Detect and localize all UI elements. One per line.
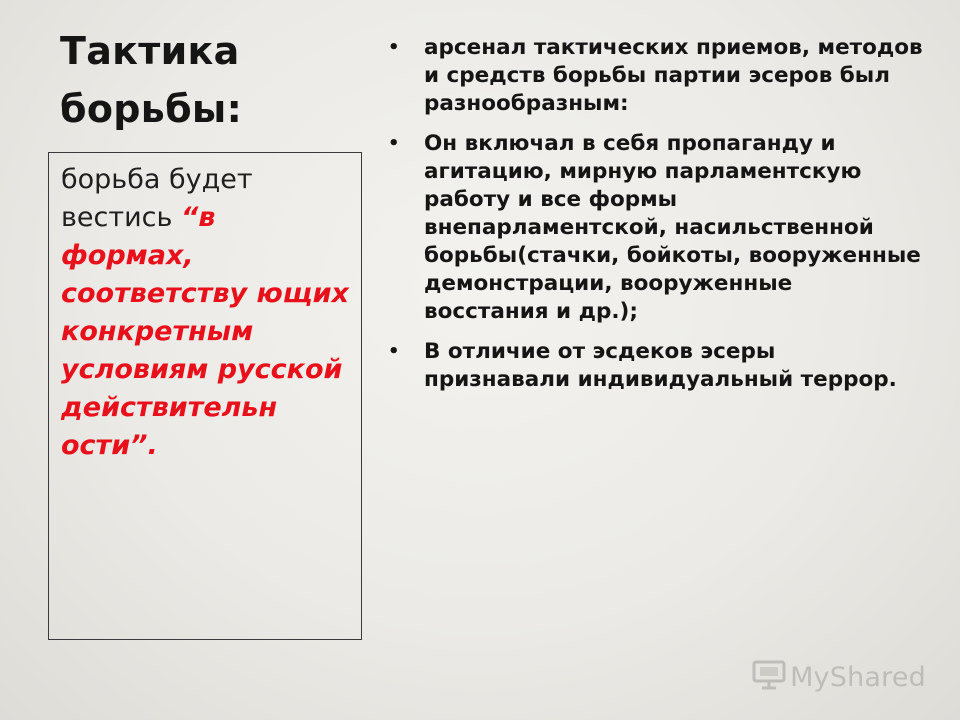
bullet-marker: • — [388, 133, 400, 154]
bullet-text: В отличие от эсдеков эсеры признавали индивидуальный террор. — [424, 339, 897, 392]
bullet-list — [384, 34, 924, 406]
presentation-board-icon — [752, 660, 786, 694]
bullet-marker: • — [388, 37, 400, 58]
bullet-item — [384, 130, 924, 326]
bullet-text: арсенал тактических приемов, методов и средств борьбы партии эсеров был разнообразным: — [424, 35, 923, 116]
bullet-marker: • — [388, 341, 400, 362]
slide-title: Тактика борьбы: — [60, 29, 243, 131]
bullet-item — [384, 34, 924, 118]
quote-box — [48, 152, 362, 640]
quote-plain-text: борьба будет вестись — [61, 164, 253, 233]
watermark-text: MyShared — [790, 661, 926, 693]
bullet-item — [384, 338, 924, 394]
quote-emphasis-text: “в формах, соответству ющих конкретным условиям русской действительн ости”. — [61, 202, 349, 461]
bullet-text: Он включал в себя пропаганду и агитацию, мирную парламентскую работу и все формы внепарламентской, насильственной борьбы(стачки, бойкоты, вооруженные демонстрации, вооруженные восстания и др.); — [424, 131, 921, 324]
watermark-logo — [752, 660, 926, 694]
